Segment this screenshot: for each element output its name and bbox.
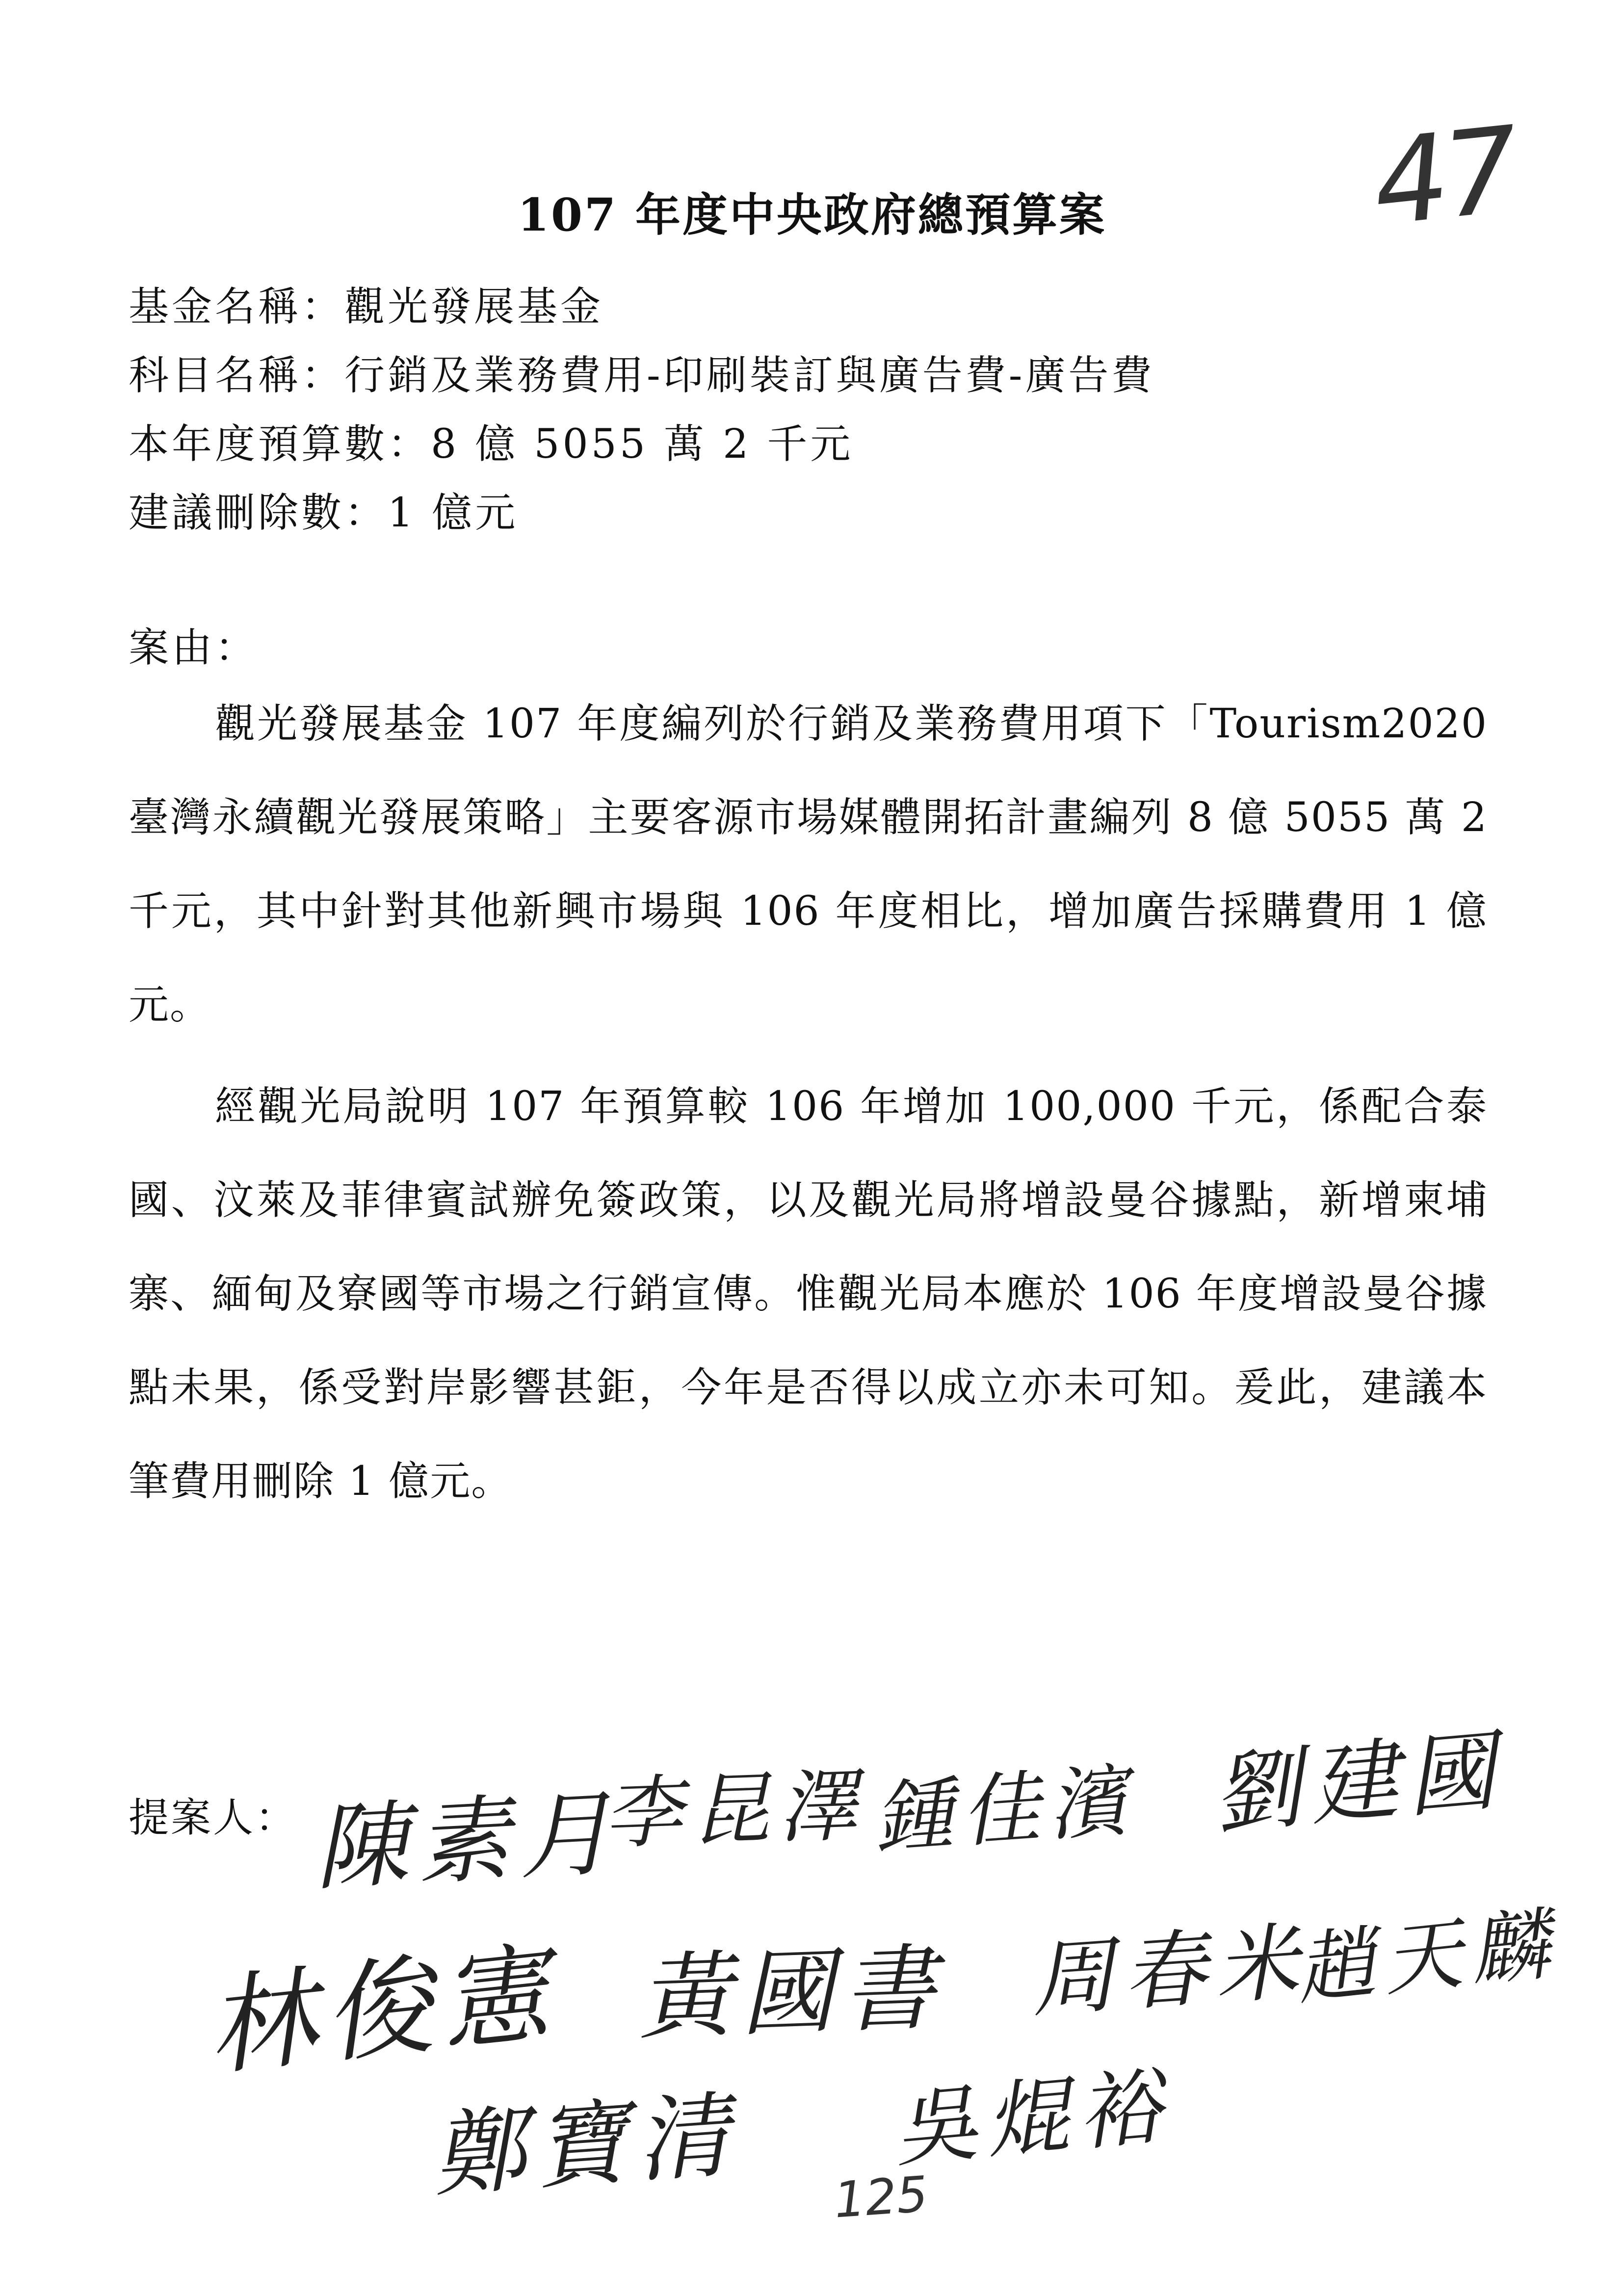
signature-area (0, 1619, 1624, 2257)
proposed-cut-line: 建議刪除數：1 億元 (129, 490, 519, 536)
signature: 黃國書 (636, 1933, 946, 2053)
signature: 趙天麟 (1292, 1897, 1562, 2016)
signature: 李昆澤 (602, 1759, 867, 1860)
reason-label: 案由： (129, 625, 259, 671)
handwritten-page-mark: 47 (1367, 101, 1521, 253)
budget-amount-line: 本年度預算數：8 億 5055 萬 2 千元 (129, 421, 854, 468)
account-name-line: 科目名稱：行銷及業務費用-印刷裝訂與廣告費-廣告費 (129, 352, 1155, 399)
document-title: 107 年度中央政府總預算案 (517, 188, 1107, 241)
signature: 劉建國 (1208, 1719, 1508, 1847)
reason-paragraph-2: 經觀光局說明 107 年預算較 106 年增加 100,000 千元，係配合泰國、汶萊及菲律賓試辦免簽政策，以及觀光局將增設曼谷據點，新增柬埔寨、緬甸及寮國等市場之行銷宣傳。惟觀光局本應於 106 年度增設曼谷據點未果，係受對岸影響甚鉅，今年是否得以成立亦未可知。爰此，建議本筆費用刪除 1 億元。 (129, 1083, 1488, 1505)
handwritten-page-number: 125 (832, 2165, 930, 2229)
signature: 鍾佳濱 (871, 1754, 1139, 1865)
signature: 周春米 (1027, 1913, 1311, 2030)
reason-paragraph-1: 觀光發展基金 107 年度編列於行銷及業務費用項下「Tourism2020臺灣永續觀光發展策略」主要客源市場媒體開拓計畫編列 8 億 5055 萬 2千元，其中針對其他新興市場與 106 年度相比，增加廣告採購費用 1 億元。 (129, 701, 1488, 1028)
signature: 鄭寶清 (429, 2080, 742, 2210)
proposer-label: 提案人： (129, 1795, 298, 1841)
signature: 吳焜裕 (890, 2058, 1174, 2179)
signature: 陳素月 (312, 1778, 624, 1904)
signature: 林俊憲 (201, 1929, 563, 2091)
fund-name-line: 基金名稱：觀光發展基金 (129, 284, 604, 330)
